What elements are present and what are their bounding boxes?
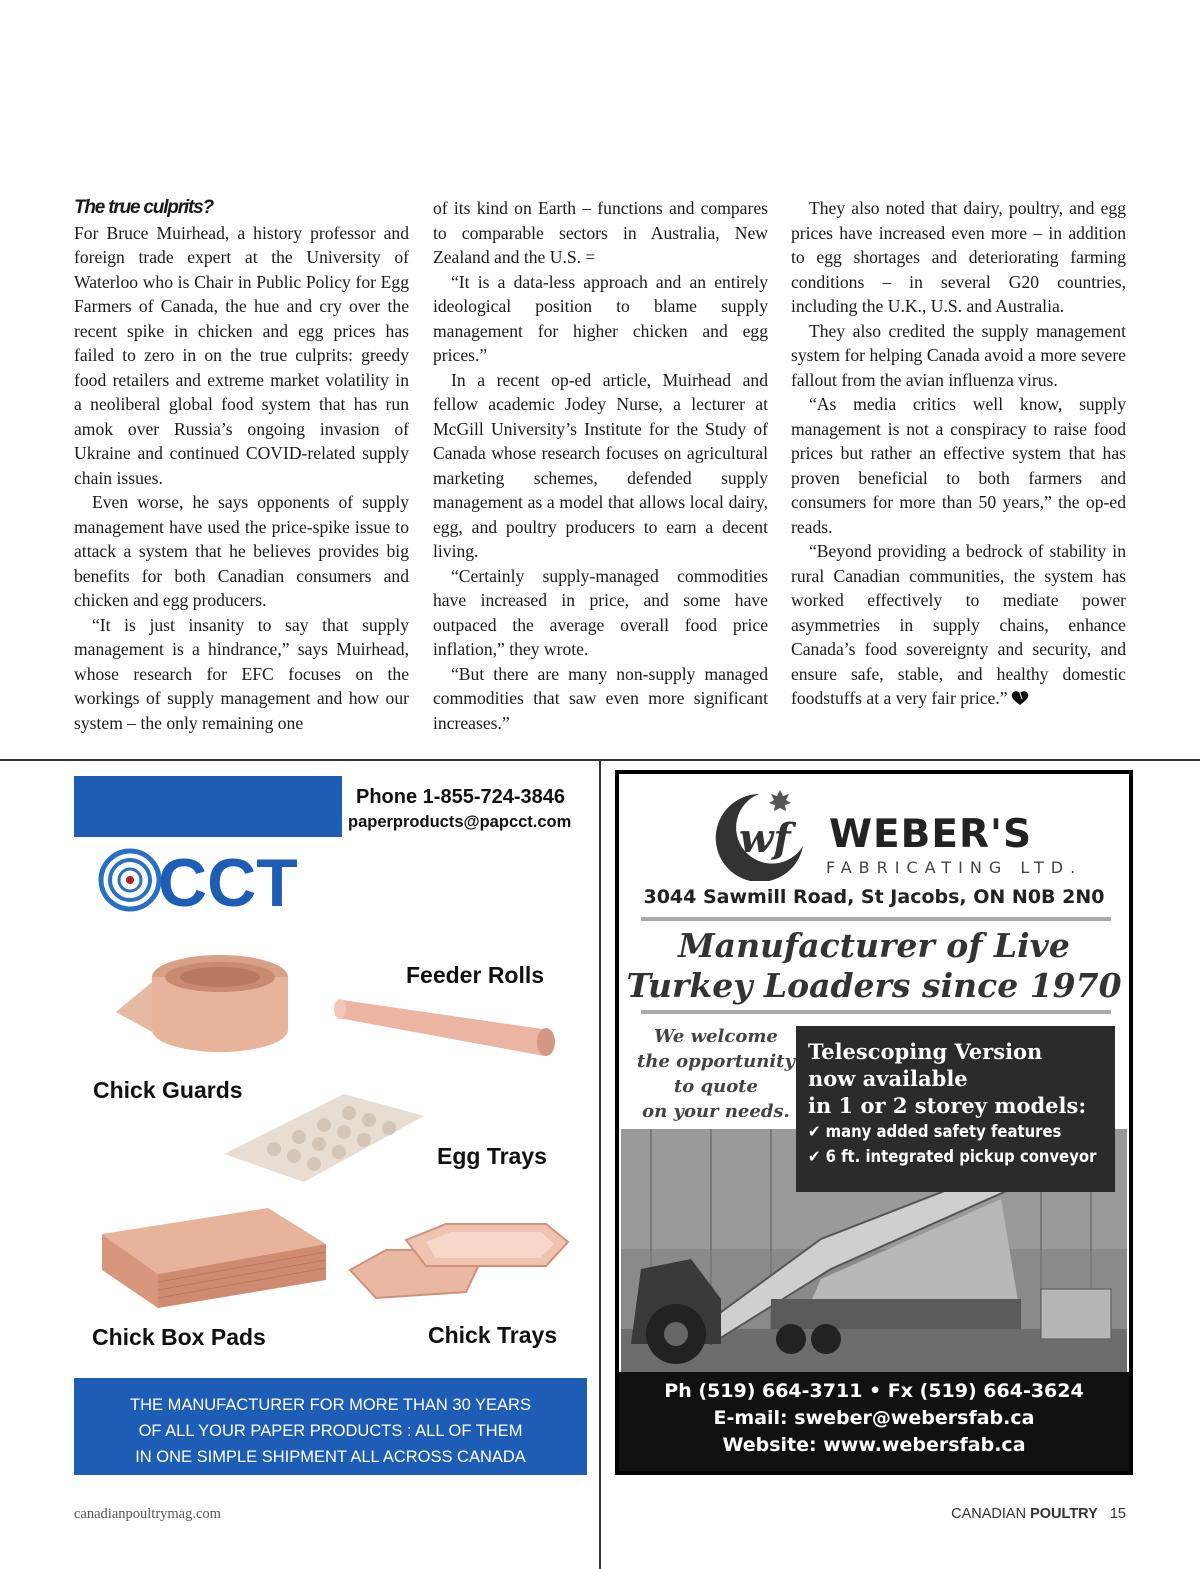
product-label: Chick Trays <box>428 1322 558 1348</box>
cct-email: paperproducts@papcct.com <box>348 813 572 831</box>
section-subhead: The true culprits? <box>74 197 213 218</box>
paragraph: They also noted that dairy, poultry, and egg prices have increased even more – in addition to egg shortages and deteriorating farming conditions – in several G20 countries, including the U.K., U.S. and Australia. <box>791 198 1126 316</box>
footer-website[interactable]: canadianpoultrymag.com <box>74 1506 221 1522</box>
webers-advertisement[interactable] <box>615 770 1133 1475</box>
webers-address: 3044 Sawmill Road, St Jacobs, ON N0B 2N0 <box>643 886 1105 908</box>
paragraph: Even worse, he says opponents of supply management have used the price-spike issue to attack a system that he believes provides big benefits for both Canadian consumers and chicken and egg producers. <box>74 492 409 610</box>
chick-trays-image <box>346 1220 576 1310</box>
webers-headline: Manufacturer of Live Turkey Loaders since 1970 <box>626 926 1122 1005</box>
product-label: Egg Trays <box>437 1143 547 1169</box>
webers-name: WEBER'S <box>829 812 1033 857</box>
cct-logo <box>98 846 318 916</box>
chick-guards-image <box>112 952 292 1062</box>
svg-text:wf: wf <box>739 815 791 862</box>
article <box>74 196 1126 741</box>
telescoping-feature-box: Telescoping Version now available in 1 or 2 storey models: ✔ many added safety features ✔ 6 ft. integrated pickup conveyor <box>796 1026 1115 1192</box>
paragraph: of its kind on Earth – functions and compares to comparable sectors in Australia, New Zealand and the U.S. = <box>433 198 768 267</box>
webers-welcome: We welcome the opportunity to quote on your needs. <box>637 1026 795 1122</box>
feeder-rolls-image <box>334 990 564 1060</box>
webers-subtitle: FABRICATING LTD. <box>826 858 1083 877</box>
egg-trays-image <box>224 1094 424 1184</box>
divider <box>641 1010 1111 1014</box>
cct-tagline: THE MANUFACTURER FOR MORE THAN 30 YEARS OF ALL YOUR PAPER PRODUCTS : ALL OF THEM IN ONE SIMPLE SHIPMENT ALL ACROSS CANADA <box>74 1378 587 1475</box>
cct-logo-text: CCT <box>158 846 298 916</box>
page-number: 15 <box>1109 1506 1126 1522</box>
article-column-1 <box>74 196 409 735</box>
brand-bar <box>74 776 342 837</box>
paragraph-end: “Beyond providing a bedrock of stability in rural Canadian communities, the system has worked effectively to mediate power asymmetries in supply chains, enhance Canada’s food sovereignty and security, and ensure safe, stable, and healthy domestic foodstuffs at a very fair price.” <box>791 541 1126 708</box>
product-label: Feeder Rolls <box>406 962 545 988</box>
paragraph: “It is a data-less approach and an entirely ideological position to blame supply management for higher chicken and egg prices.” <box>433 271 768 365</box>
paragraph: They also credited the supply management system for helping Canada avoid a more severe fallout from the avian influenza virus. <box>791 320 1126 390</box>
paragraph: “Certainly supply-managed commodities have increased in price, and some have outpaced the average overall food price inflation,” they wrote. <box>433 565 768 659</box>
article-column-3 <box>791 196 1126 711</box>
webers-contact: Ph (519) 664-3711 • Fx (519) 664-3624 E-mail: sweber@webersfab.ca Website: www.webersfab.ca <box>619 1372 1129 1472</box>
paragraph: “It is just insanity to say that supply management is a hindrance,” says Muirhead, whose research for EFC focuses on the workings of supply management and how our system – the only remaining one <box>74 614 409 733</box>
ad-divider <box>599 759 601 1569</box>
cct-phone: Phone 1-855-724-3846 <box>356 786 566 808</box>
end-of-article-icon <box>1011 690 1029 706</box>
footer-folio: CANADIAN POULTRY 15 <box>951 1506 1126 1522</box>
paragraph: For Bruce Muirhead, a history professor and foreign trade expert at the University of Waterloo who is Chair in Public Policy for Egg Farmers of Canada, the hue and cry over the recent spike in chicken and egg prices has failed to zero in on the true culprits: greedy food retailers and extreme market volatility in a neoliberal global food system that has run amok over Russia’s ongoing invasion of Ukraine and continued COVID-related supply chain issues. <box>74 222 409 488</box>
paragraph: In a recent op-ed article, Muirhead and fellow academic Jodey Nurse, a lecturer at McGill University’s Institute for the Study of Canada whose research focuses on agricultural marketing schemes, defended supply management as a model that allows local dairy, egg, and poultry producers to earn a decent living. <box>433 369 768 561</box>
product-label: Chick Box Pads <box>92 1324 266 1350</box>
paragraph: “But there are many non-supply managed commodities that saw even more significant increases.” <box>433 663 768 733</box>
paragraph: “As media critics well know, supply management is not a conspiracy to raise food prices but rather an effective system that has proven beneficial to both farmers and consumers for more than 50 years,” the op-ed reads. <box>791 394 1126 537</box>
chick-box-pads-image <box>98 1204 328 1314</box>
webers-logo <box>699 786 819 881</box>
cct-advertisement[interactable] <box>74 776 588 1476</box>
article-column-2 <box>433 196 768 735</box>
product-label: Chick Guards <box>93 1077 243 1103</box>
divider <box>641 917 1111 921</box>
